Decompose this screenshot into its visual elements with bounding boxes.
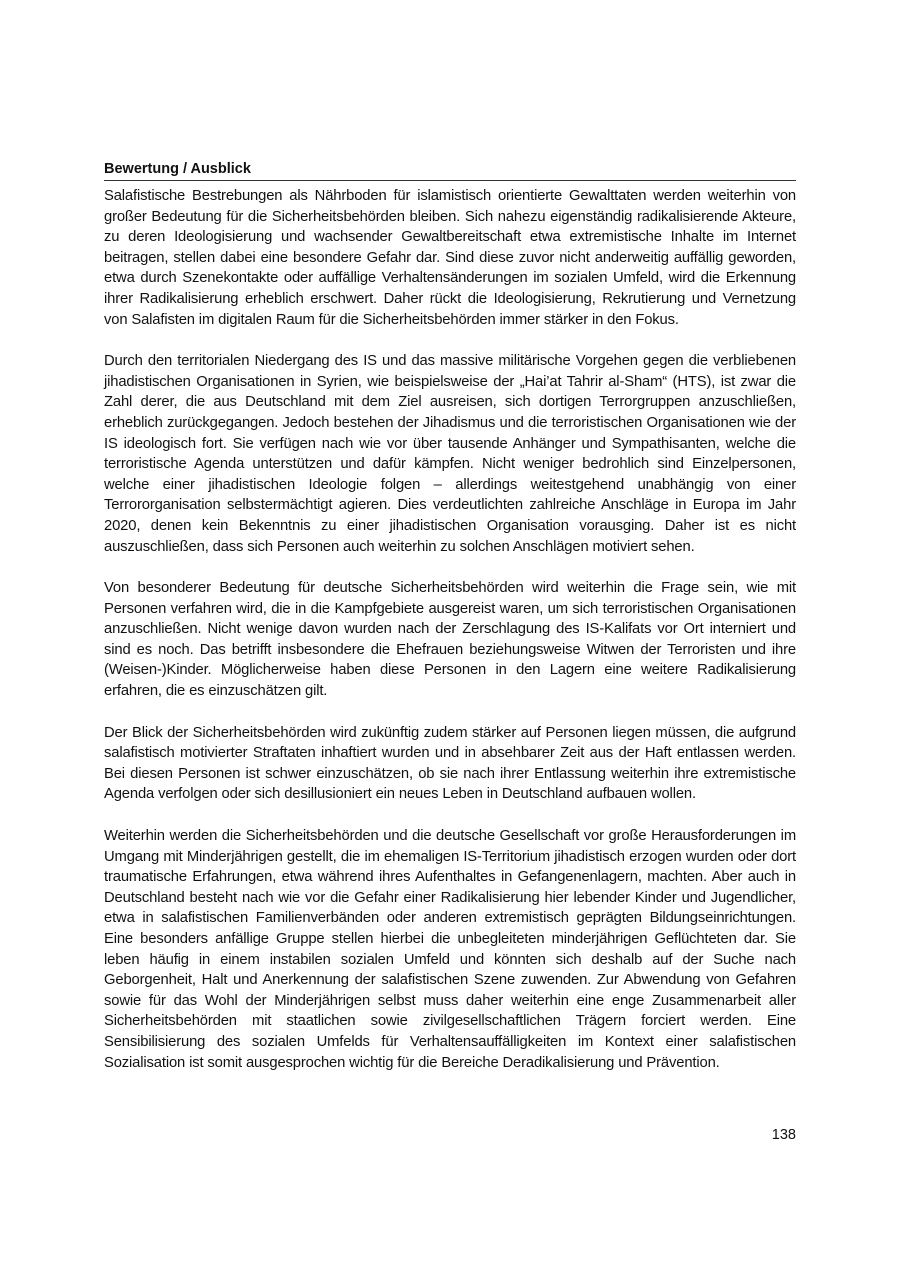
paragraph-4: Der Blick der Sicherheitsbehörden wird zukünftig zudem stärker auf Personen liegen müssen, die aufgrund salafistisch motivierter Straftaten inhaftiert wurden und in absehbarer Zeit aus der Haft entlassen werden. Bei diesen Personen ist schwer einzuschätzen, ob sie nach ihrer Entlassung weiterhin ihre extremistische Agenda verfolgen oder sich desillusioniert ein neues Leben in Deutschland aufbauen wollen. [104, 724, 796, 803]
paragraph-1: Salafistische Bestrebungen als Nährboden für islamistisch orientierte Gewalttaten werden weiterhin von großer Bedeutung für die Sicherheitsbehörden bleiben. Sich nahezu eigenständig radikalisierende Akteure, zu deren Ideologisierung und wachsender Gewaltbereitschaft etwa extremistische Inhalte im Internet beitragen, stellen dabei eine besondere Gefahr dar. Sind diese zuvor nicht anderweitig auffällig geworden, etwa durch Szenekontakte oder auffällige Verhaltensänderungen im sozialen Umfeld, wird die Erkennung ihrer Radikalisierung erheblich erschwert. Daher rückt die Ideologisierung, Rekrutierung und Vernetzung von Salafisten im digitalen Raum für die Sicherheitsbehörden immer stärker in den Fokus. [104, 188, 796, 328]
paragraph-5: Weiterhin werden die Sicherheitsbehörden und die deutsche Gesellschaft vor große Herausforderungen im Umgang mit Minderjährigen gestellt, die im ehemaligen IS-Territorium jihadistisch erzogen wurden oder dort traumatische Erfahrungen, etwa während ihres Aufenthaltes in Gefangenenlagern, machten. Aber auch in Deutschland besteht nach wie vor die Gefahr einer Radikalisierung hier lebender Kinder und Jugendlicher, etwa in salafistischen Familienverbänden oder anderen extremistisch geprägten Bildungseinrichtungen. Eine besonders anfällige Gruppe stellen hierbei die unbegleiteten minderjährigen Geflüchteten dar. Sie leben häufig in einem instabilen sozialen Umfeld und könnten sich deshalb auf der Suche nach Geborgenheit, Halt und Anerkennung der salafistischen Szene zuwenden. Zur Abwendung von Gefahren sowie für das Wohl der Minderjährigen selbst muss daher weiterhin eine enge Zusammenarbeit aller Sicherheitsbehörden mit staatlichen sowie zivilgesellschaftlichen Trägern forciert werden. Eine Sensibilisierung des sozialen Umfelds für Verhaltensauffälligkeiten im Kontext einer salafistischen Sozialisation ist somit ausgesprochen wichtig für die Bereiche Deradikalisierung und Prävention. [104, 828, 796, 1071]
page-number: 138 [771, 1127, 796, 1143]
paragraph-2: Durch den territorialen Niedergang des IS und das massive militärische Vorgehen gegen die verbliebenen jihadistischen Organisationen in Syrien, wie beispielsweise der „Hai’at Tahrir al-Sham“ (HTS), ist zwar die Zahl derer, die aus Deutschland mit dem Ziel ausreisen, sich dortigen Terrorgruppen anzuschließen, erheblich zurückgegangen. Jedoch bestehen der Jihadismus und die terroristischen Organisationen wie der IS ideologisch fort. Sie verfügen nach wie vor über tausende Anhänger und Sympathisanten, welche die terroristische Agenda unterstützen und dafür kämpfen. Nicht weniger bedrohlich sind Einzelpersonen, welche einer jihadistischen Ideologie folgen – allerdings weitestgehend unabhängig von einer Terrororganisation selbstermächtigt agieren. Dies verdeutlichten zahlreiche Anschläge in Europa im Jahr 2020, denen kein Bekenntnis zu einer jihadistischen Organisation vorausging. Daher ist es nicht auszuschließen, dass sich Personen auch weiterhin zu solchen Anschlägen motiviert sehen. [104, 353, 796, 555]
paragraph-3: Von besonderer Bedeutung für deutsche Sicherheitsbehörden wird weiterhin die Frage sein, wie mit Personen verfahren wird, die in die Kampfgebiete ausgereist waren, um sich terroristischen Organisationen anzuschließen. Nicht wenige davon wurden nach der Zerschlagung des IS-Kalifats vor Ort interniert und sind es noch. Das betrifft insbesondere die Ehefrauen beziehungsweise Witwen der Terroristen und ihre (Weisen-)Kinder. Möglicherweise haben diese Personen in den Lagern eine weitere Radikalisierung erfahren, die es einzuschätzen gilt. [104, 580, 796, 700]
body-text [104, 186, 796, 1094]
section-heading: Bewertung / Ausblick [104, 159, 796, 181]
